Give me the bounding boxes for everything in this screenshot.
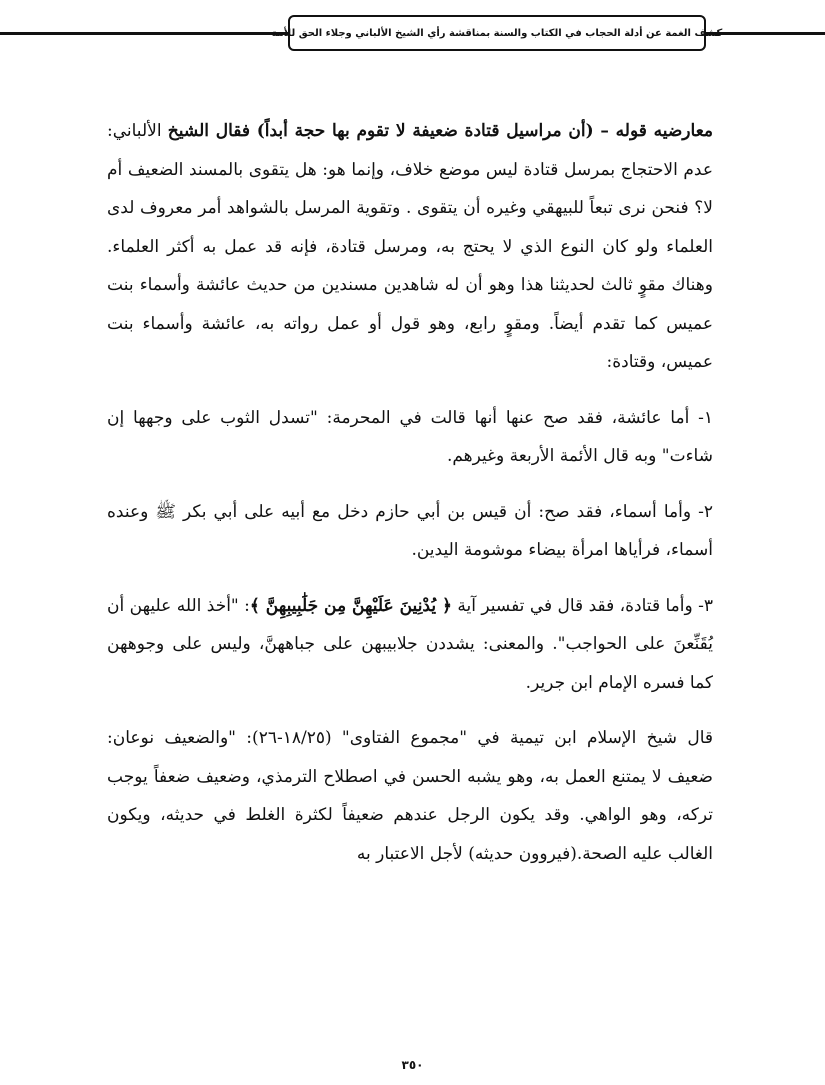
running-header <box>271 15 723 51</box>
quran-verse: ﴿ يُدْنِينَ عَلَيْهِنَّ مِن جَلَٰبِيبِهِنَّ ﴾ <box>249 595 452 616</box>
paragraph-qatada-intro: ٣- وأما قتادة، فقد قال في تفسير آية <box>457 595 714 616</box>
page-number: ٣٥٠ <box>401 1058 424 1072</box>
paragraph-ibn-taymiyyah: قال شيخ الإسلام ابن تيمية في "مجموع الفتاوى" (١٨/٢٥-٢٦): "والضعيف نوعان: ضعيف لا يمتنع العمل به، وهو يشبه الحسن في اصطلاح الترمذي، وضعيف ضعفاً يوجب تركه، وهو الواهي. وقد يكون الرجل عندهم ضعيفاً لكثرة الغلط في حديثه، ويكون الغالب عليه الصحة.(فيروون حديثه) لأجل الاعتبار به <box>107 728 714 864</box>
paragraph-text: الألباني: عدم الاحتجاج بمرسل قتادة ليس موضع خلاف، وإنما هو: هل يتقوى بالمسند الضعيف أم لا؟ فنحن نرى تبعاً للبيهقي وغيره أن يتقوى . وتقوية المرسل بالشواهد أمر معروف لدى العلماء ولو كان النوع الذي لا يحتج به، ومرسل قتادة، فإنه قد عمل به أكثر العلماء. وهناك مقوٍ ثالث لحديثنا هذا وهو أن له شاهدين مسندين من حديث عائشة وأسماء بنت عميس كما تقدم أيضاً. ومقوٍ رابع، وهو قول أو عمل رواته به، عائشة وأسماء بنت عميس، وقتادة: <box>107 121 713 372</box>
paragraph-lead: معارضيه قوله – (أن مراسيل قتادة ضعيفة لا تقوم بها حجة أبداً) فقال الشيخ <box>167 121 714 141</box>
paragraph-qatada-text: : "أخذ الله عليهن أن يُقَنِّعنَ على الحواجب". والمعنى: يشددن جلابيبهن على جباههنَّ، وليس على وجوههن كما فسره الإمام ابن جرير. <box>107 595 713 693</box>
header-title: كشف الغمة عن أدلة الحجاب في الكتاب والسنة بمناقشة رأي الشيخ الألباني وجلاء الحق للأمة <box>271 27 723 39</box>
page-body <box>107 112 713 873</box>
paragraph-asma: ٢- وأما أسماء، فقد صح: أن قيس بن أبي حازم دخل مع أبيه على أبي بكر ﷺ وعنده أسماء، فرأياها امرأة بيضاء موشومة اليدين. <box>107 501 713 560</box>
header-rule-left <box>0 32 292 35</box>
paragraph-qatada <box>107 587 713 703</box>
paragraph-albani-response <box>107 112 713 382</box>
paragraph-aisha: ١- أما عائشة، فقد صح عنها أنها قالت في المحرمة: "تسدل الثوب على وجهها إن شاءت" وبه قال الأئمة الأربعة وغيرهم. <box>107 407 713 466</box>
